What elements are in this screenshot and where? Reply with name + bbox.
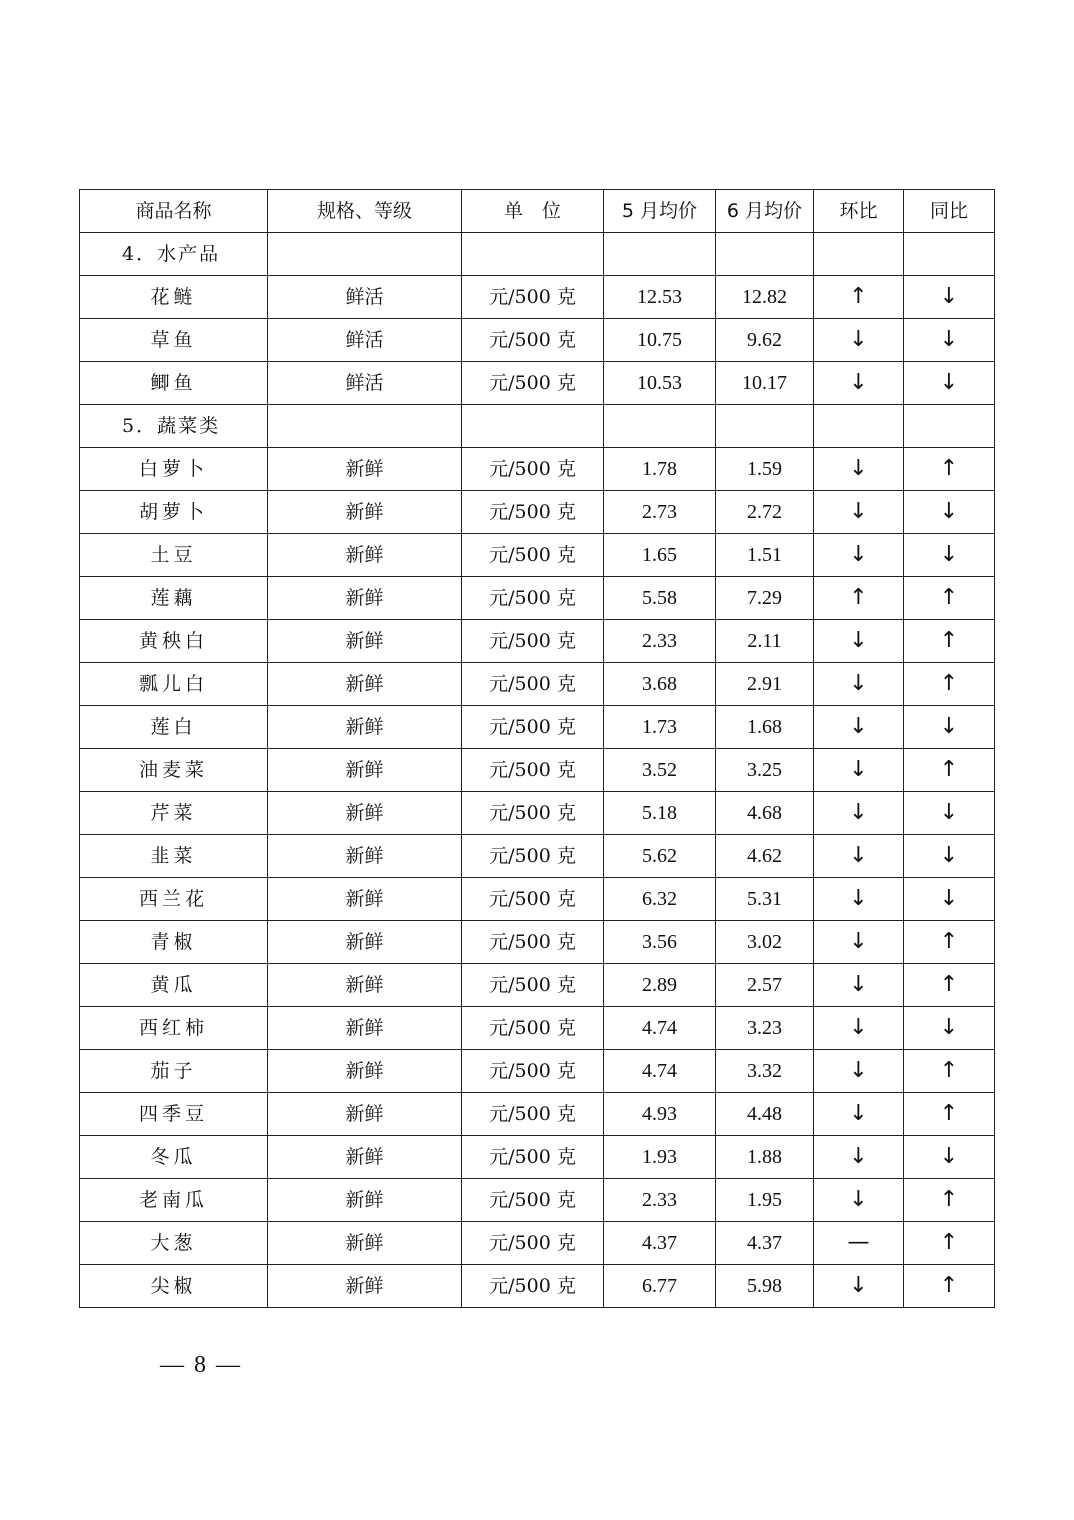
spec-cell: 鲜活	[268, 362, 462, 405]
table-row	[80, 1007, 995, 1050]
june-price-cell: 3.32	[716, 1050, 814, 1093]
month-on-month-cell: ↓	[814, 706, 904, 749]
month-on-month-cell: —	[814, 1222, 904, 1265]
june-price-cell: 1.88	[716, 1136, 814, 1179]
year-on-year-cell: ↑	[904, 1179, 995, 1222]
category-row	[80, 233, 995, 276]
table-row	[80, 491, 995, 534]
month-on-month-cell: ↓	[814, 534, 904, 577]
year-on-year-cell: ↓	[904, 362, 995, 405]
table-row	[80, 1222, 995, 1265]
year-on-year-cell: ↓	[904, 319, 995, 362]
may-price-cell: 3.68	[604, 663, 716, 706]
may-price-cell: 3.56	[604, 921, 716, 964]
unit-cell: 元/500 克	[462, 663, 604, 706]
unit-cell: 元/500 克	[462, 964, 604, 1007]
june-price-cell: 3.23	[716, 1007, 814, 1050]
unit-cell: 元/500 克	[462, 319, 604, 362]
spec-cell: 新鲜	[268, 448, 462, 491]
unit-cell: 元/500 克	[462, 276, 604, 319]
product-name-cell: 瓢儿白	[80, 663, 268, 706]
product-name-cell: 韭菜	[80, 835, 268, 878]
june-price-cell: 4.68	[716, 792, 814, 835]
month-on-month-cell: ↓	[814, 749, 904, 792]
month-on-month-cell: ↓	[814, 878, 904, 921]
spec-cell: 新鲜	[268, 1093, 462, 1136]
may-price-cell: 2.73	[604, 491, 716, 534]
spec-cell: 新鲜	[268, 1050, 462, 1093]
empty-cell	[268, 405, 462, 448]
unit-cell: 元/500 克	[462, 1179, 604, 1222]
month-on-month-cell: ↓	[814, 663, 904, 706]
spec-cell: 新鲜	[268, 921, 462, 964]
table-body	[80, 190, 995, 1308]
month-on-month-cell: ↓	[814, 835, 904, 878]
may-price-cell: 1.93	[604, 1136, 716, 1179]
category-title: 4．水产品	[80, 233, 268, 276]
product-name-cell: 黄瓜	[80, 964, 268, 1007]
may-price-cell: 4.37	[604, 1222, 716, 1265]
spec-cell: 新鲜	[268, 577, 462, 620]
unit-cell: 元/500 克	[462, 792, 604, 835]
product-name-cell: 白萝卜	[80, 448, 268, 491]
unit-cell: 元/500 克	[462, 1222, 604, 1265]
table-row	[80, 1093, 995, 1136]
empty-cell	[604, 405, 716, 448]
table-row	[80, 276, 995, 319]
product-name-cell: 青椒	[80, 921, 268, 964]
may-price-cell: 1.73	[604, 706, 716, 749]
spec-cell: 新鲜	[268, 1222, 462, 1265]
june-price-cell: 2.91	[716, 663, 814, 706]
june-price-cell: 5.31	[716, 878, 814, 921]
month-on-month-cell: ↓	[814, 1136, 904, 1179]
unit-cell: 元/500 克	[462, 1093, 604, 1136]
empty-cell	[462, 233, 604, 276]
may-price-cell: 6.77	[604, 1265, 716, 1308]
product-name-cell: 鲫鱼	[80, 362, 268, 405]
header-june-avg: 6 月均价	[716, 190, 814, 233]
unit-cell: 元/500 克	[462, 1265, 604, 1308]
june-price-cell: 12.82	[716, 276, 814, 319]
header-row	[80, 190, 995, 233]
june-price-cell: 4.37	[716, 1222, 814, 1265]
product-name-cell: 芹菜	[80, 792, 268, 835]
unit-cell: 元/500 克	[462, 921, 604, 964]
june-price-cell: 1.68	[716, 706, 814, 749]
year-on-year-cell: ↓	[904, 706, 995, 749]
product-name-cell: 花鲢	[80, 276, 268, 319]
year-on-year-cell: ↑	[904, 448, 995, 491]
june-price-cell: 3.25	[716, 749, 814, 792]
product-name-cell: 莲藕	[80, 577, 268, 620]
spec-cell: 新鲜	[268, 1265, 462, 1308]
june-price-cell: 3.02	[716, 921, 814, 964]
june-price-cell: 9.62	[716, 319, 814, 362]
unit-cell: 元/500 克	[462, 878, 604, 921]
product-name-cell: 西兰花	[80, 878, 268, 921]
product-name-cell: 冬瓜	[80, 1136, 268, 1179]
may-price-cell: 12.53	[604, 276, 716, 319]
unit-cell: 元/500 克	[462, 491, 604, 534]
may-price-cell: 10.53	[604, 362, 716, 405]
month-on-month-cell: ↓	[814, 792, 904, 835]
year-on-year-cell: ↑	[904, 577, 995, 620]
unit-cell: 元/500 克	[462, 362, 604, 405]
month-on-month-cell: ↓	[814, 491, 904, 534]
year-on-year-cell: ↓	[904, 491, 995, 534]
unit-cell: 元/500 克	[462, 577, 604, 620]
year-on-year-cell: ↓	[904, 1136, 995, 1179]
year-on-year-cell: ↓	[904, 835, 995, 878]
june-price-cell: 10.17	[716, 362, 814, 405]
june-price-cell: 4.62	[716, 835, 814, 878]
table-row	[80, 534, 995, 577]
year-on-year-cell: ↑	[904, 1093, 995, 1136]
table-row	[80, 792, 995, 835]
header-product-name: 商品名称	[80, 190, 268, 233]
spec-cell: 新鲜	[268, 1007, 462, 1050]
month-on-month-cell: ↓	[814, 620, 904, 663]
unit-cell: 元/500 克	[462, 448, 604, 491]
table-row	[80, 1179, 995, 1222]
month-on-month-cell: ↓	[814, 1007, 904, 1050]
product-name-cell: 老南瓜	[80, 1179, 268, 1222]
may-price-cell: 4.74	[604, 1050, 716, 1093]
table-row	[80, 835, 995, 878]
may-price-cell: 5.62	[604, 835, 716, 878]
product-name-cell: 西红柿	[80, 1007, 268, 1050]
table-row	[80, 706, 995, 749]
empty-cell	[716, 405, 814, 448]
table-row	[80, 362, 995, 405]
product-name-cell: 尖椒	[80, 1265, 268, 1308]
product-name-cell: 草鱼	[80, 319, 268, 362]
year-on-year-cell: ↑	[904, 964, 995, 1007]
year-on-year-cell: ↑	[904, 921, 995, 964]
may-price-cell: 2.33	[604, 620, 716, 663]
spec-cell: 鲜活	[268, 276, 462, 319]
unit-cell: 元/500 克	[462, 1007, 604, 1050]
june-price-cell: 4.48	[716, 1093, 814, 1136]
table-row	[80, 1136, 995, 1179]
year-on-year-cell: ↓	[904, 276, 995, 319]
empty-cell	[716, 233, 814, 276]
empty-cell	[462, 405, 604, 448]
year-on-year-cell: ↑	[904, 1222, 995, 1265]
product-name-cell: 油麦菜	[80, 749, 268, 792]
unit-cell: 元/500 克	[462, 835, 604, 878]
year-on-year-cell: ↑	[904, 663, 995, 706]
may-price-cell: 6.32	[604, 878, 716, 921]
category-row	[80, 405, 995, 448]
page-number: — 8 —	[160, 1352, 242, 1378]
table-row	[80, 749, 995, 792]
product-name-cell: 胡萝卜	[80, 491, 268, 534]
spec-cell: 新鲜	[268, 1179, 462, 1222]
price-table	[79, 189, 995, 1308]
month-on-month-cell: ↓	[814, 964, 904, 1007]
unit-cell: 元/500 克	[462, 1050, 604, 1093]
unit-cell: 元/500 克	[462, 1136, 604, 1179]
june-price-cell: 2.57	[716, 964, 814, 1007]
empty-cell	[604, 233, 716, 276]
year-on-year-cell: ↓	[904, 1007, 995, 1050]
table-row	[80, 319, 995, 362]
month-on-month-cell: ↓	[814, 319, 904, 362]
empty-cell	[268, 233, 462, 276]
june-price-cell: 2.72	[716, 491, 814, 534]
spec-cell: 新鲜	[268, 964, 462, 1007]
may-price-cell: 5.18	[604, 792, 716, 835]
month-on-month-cell: ↓	[814, 921, 904, 964]
year-on-year-cell: ↑	[904, 749, 995, 792]
empty-cell	[904, 233, 995, 276]
june-price-cell: 1.51	[716, 534, 814, 577]
empty-cell	[904, 405, 995, 448]
may-price-cell: 5.58	[604, 577, 716, 620]
month-on-month-cell: ↓	[814, 1093, 904, 1136]
june-price-cell: 2.11	[716, 620, 814, 663]
spec-cell: 新鲜	[268, 835, 462, 878]
empty-cell	[814, 405, 904, 448]
year-on-year-cell: ↑	[904, 620, 995, 663]
month-on-month-cell: ↓	[814, 1050, 904, 1093]
month-on-month-cell: ↓	[814, 1179, 904, 1222]
product-name-cell: 莲白	[80, 706, 268, 749]
year-on-year-cell: ↓	[904, 792, 995, 835]
june-price-cell: 5.98	[716, 1265, 814, 1308]
spec-cell: 新鲜	[268, 878, 462, 921]
month-on-month-cell: ↓	[814, 1265, 904, 1308]
spec-cell: 新鲜	[268, 1136, 462, 1179]
june-price-cell: 7.29	[716, 577, 814, 620]
table-row	[80, 921, 995, 964]
header-month-on-month: 环比	[814, 190, 904, 233]
year-on-year-cell: ↑	[904, 1265, 995, 1308]
unit-cell: 元/500 克	[462, 534, 604, 577]
header-may-avg: 5 月均价	[604, 190, 716, 233]
table-row	[80, 878, 995, 921]
month-on-month-cell: ↑	[814, 577, 904, 620]
product-name-cell: 黄秧白	[80, 620, 268, 663]
may-price-cell: 2.89	[604, 964, 716, 1007]
unit-cell: 元/500 克	[462, 620, 604, 663]
spec-cell: 新鲜	[268, 534, 462, 577]
table-row	[80, 964, 995, 1007]
header-spec-grade: 规格、等级	[268, 190, 462, 233]
table-row	[80, 1265, 995, 1308]
spec-cell: 新鲜	[268, 792, 462, 835]
spec-cell: 新鲜	[268, 749, 462, 792]
month-on-month-cell: ↑	[814, 276, 904, 319]
unit-cell: 元/500 克	[462, 749, 604, 792]
category-title: 5．蔬菜类	[80, 405, 268, 448]
product-name-cell: 四季豆	[80, 1093, 268, 1136]
year-on-year-cell: ↓	[904, 534, 995, 577]
spec-cell: 新鲜	[268, 491, 462, 534]
spec-cell: 新鲜	[268, 663, 462, 706]
table-row	[80, 448, 995, 491]
table-row	[80, 663, 995, 706]
year-on-year-cell: ↓	[904, 878, 995, 921]
may-price-cell: 10.75	[604, 319, 716, 362]
table-row	[80, 620, 995, 663]
year-on-year-cell: ↑	[904, 1050, 995, 1093]
may-price-cell: 4.74	[604, 1007, 716, 1050]
may-price-cell: 2.33	[604, 1179, 716, 1222]
month-on-month-cell: ↓	[814, 448, 904, 491]
spec-cell: 新鲜	[268, 706, 462, 749]
table-row	[80, 577, 995, 620]
product-name-cell: 大葱	[80, 1222, 268, 1265]
spec-cell: 鲜活	[268, 319, 462, 362]
unit-cell: 元/500 克	[462, 706, 604, 749]
header-year-on-year: 同比	[904, 190, 995, 233]
table-row	[80, 1050, 995, 1093]
header-unit: 单 位	[462, 190, 604, 233]
product-name-cell: 茄子	[80, 1050, 268, 1093]
may-price-cell: 1.65	[604, 534, 716, 577]
empty-cell	[814, 233, 904, 276]
may-price-cell: 4.93	[604, 1093, 716, 1136]
june-price-cell: 1.59	[716, 448, 814, 491]
month-on-month-cell: ↓	[814, 362, 904, 405]
spec-cell: 新鲜	[268, 620, 462, 663]
product-name-cell: 土豆	[80, 534, 268, 577]
may-price-cell: 3.52	[604, 749, 716, 792]
may-price-cell: 1.78	[604, 448, 716, 491]
june-price-cell: 1.95	[716, 1179, 814, 1222]
